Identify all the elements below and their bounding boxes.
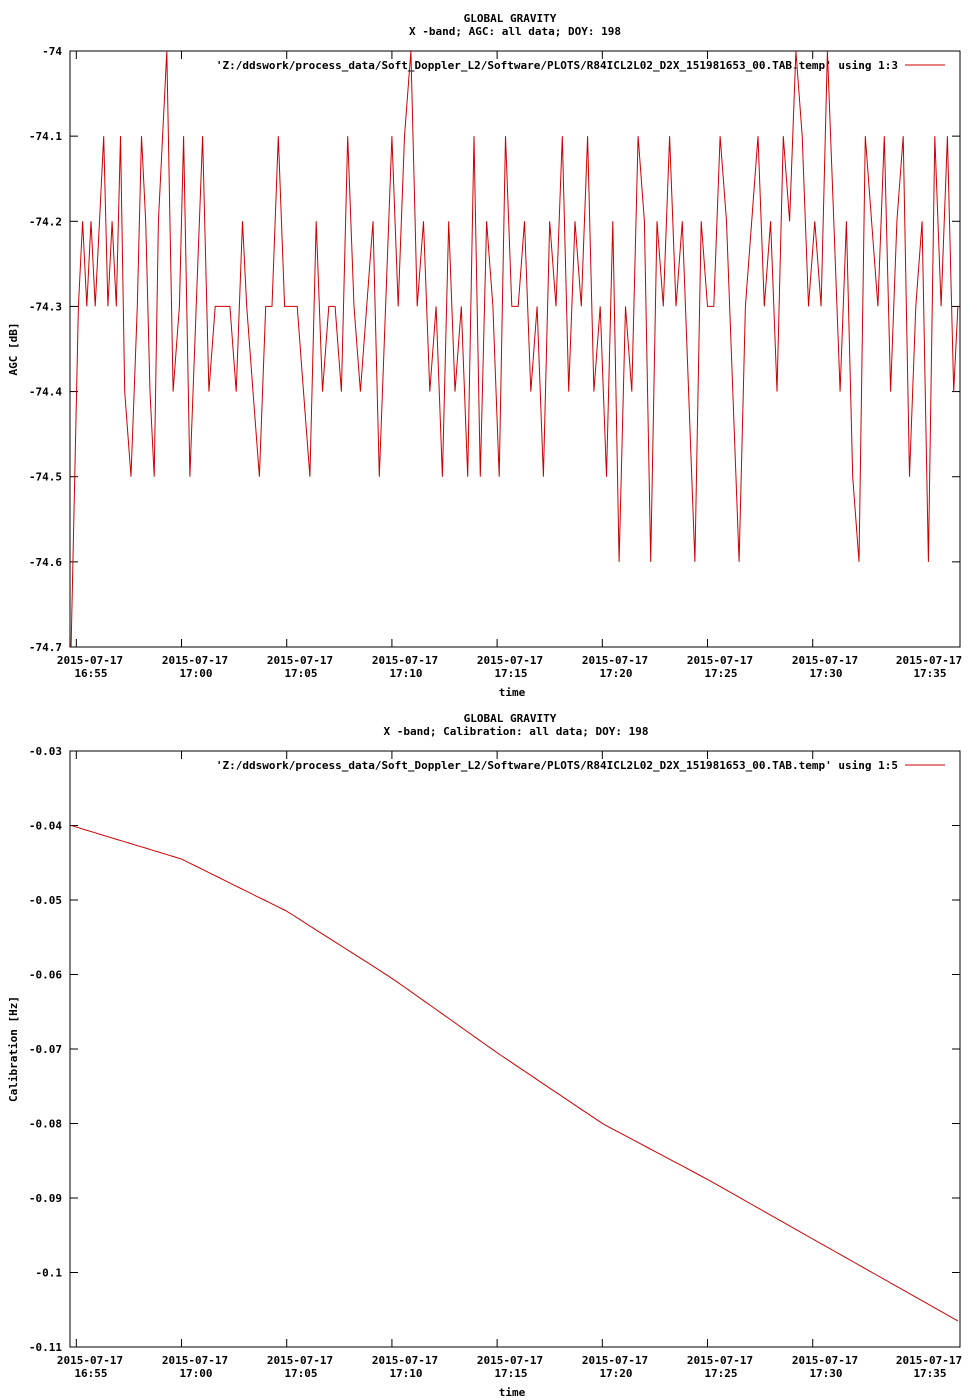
x-tick-date: 2015-07-17 xyxy=(791,654,859,667)
x-tick-label: 17:35 xyxy=(913,1367,947,1380)
x-tick-label: 17:30 xyxy=(809,1367,843,1380)
y-tick-label: -0.05 xyxy=(28,894,62,907)
chart-title: GLOBAL GRAVITY xyxy=(463,712,557,725)
x-ticks xyxy=(57,51,962,680)
x-tick-date: 2015-07-17 xyxy=(686,654,754,667)
x-tick-label: 17:15 xyxy=(494,1367,528,1380)
y-tick-label: -0.09 xyxy=(28,1192,62,1205)
y-tick-label: -74.4 xyxy=(28,385,62,399)
x-tick-date: 2015-07-17 xyxy=(56,654,124,667)
y-tick-label: -0.03 xyxy=(28,745,62,758)
x-tick-date: 2015-07-17 xyxy=(476,1354,544,1367)
calibration-series-line xyxy=(71,826,958,1321)
x-tick-label: 17:10 xyxy=(389,1367,423,1380)
x-tick-label: 17:20 xyxy=(599,1367,633,1380)
chart-title: GLOBAL GRAVITY xyxy=(463,12,557,25)
x-tick-date: 2015-07-17 xyxy=(581,654,649,667)
x-tick-label: 17:10 xyxy=(389,667,423,680)
x-axis-label: time xyxy=(498,686,526,699)
y-ticks xyxy=(29,745,960,1354)
chart-subtitle: X -band; AGC: all data; DOY: 198 xyxy=(409,25,621,38)
y-tick-label: -74.2 xyxy=(28,215,62,229)
x-tick-label: 17:25 xyxy=(704,1367,738,1380)
x-tick-date: 2015-07-17 xyxy=(581,1354,649,1367)
y-tick-label: -0.06 xyxy=(28,968,62,982)
legend-label: 'Z:/ddswork/process_data/Soft_Doppler_L2/Software/PLOTS/R84ICL2L02_D2X_151981653_00.TAB.temp' using 1:5 xyxy=(215,759,898,772)
x-tick-label: 16:55 xyxy=(74,1367,108,1380)
y-tick-label: -74.3 xyxy=(28,300,62,314)
x-tick-date: 2015-07-17 xyxy=(371,1354,439,1367)
y-tick-label: -0.11 xyxy=(28,1341,62,1354)
x-tick-label: 17:25 xyxy=(704,667,738,680)
y-axis-label: AGC [dB] xyxy=(7,322,20,376)
x-ticks xyxy=(57,751,962,1380)
x-axis-label: time xyxy=(498,1386,526,1399)
y-tick-label: -74.5 xyxy=(28,470,62,484)
x-tick-label: 17:00 xyxy=(179,1367,213,1380)
y-tick-label: -0.08 xyxy=(28,1117,62,1131)
y-tick-label: -0.04 xyxy=(28,819,62,833)
x-tick-label: 17:15 xyxy=(494,667,528,680)
x-tick-date: 2015-07-17 xyxy=(476,654,544,667)
agc-series-line xyxy=(71,51,958,647)
x-tick-label: 17:05 xyxy=(284,1367,318,1380)
y-tick-label: -74.7 xyxy=(28,641,62,654)
x-tick-date: 2015-07-17 xyxy=(56,1354,124,1367)
plot-frame xyxy=(70,51,960,647)
x-tick-date: 2015-07-17 xyxy=(266,654,334,667)
x-tick-date: 2015-07-17 xyxy=(161,654,229,667)
y-tick-label: -74 xyxy=(42,45,62,58)
x-tick-date: 2015-07-17 xyxy=(895,1354,963,1367)
y-tick-label: -74.1 xyxy=(28,130,62,144)
x-tick-label: 17:30 xyxy=(809,667,843,680)
x-tick-label: 17:20 xyxy=(599,667,633,680)
x-tick-label: 17:35 xyxy=(913,667,947,680)
legend-label: 'Z:/ddswork/process_data/Soft_Doppler_L2/Software/PLOTS/R84ICL2L02_D2X_151981653_00.TAB.temp' using 1:3 xyxy=(215,59,898,72)
x-tick-date: 2015-07-17 xyxy=(161,1354,229,1367)
y-tick-label: -0.1 xyxy=(35,1266,62,1280)
chart-subtitle: X -band; Calibration: all data; DOY: 198 xyxy=(383,725,649,738)
x-tick-date: 2015-07-17 xyxy=(371,654,439,667)
y-tick-label: -0.07 xyxy=(28,1043,62,1056)
y-tick-label: -74.6 xyxy=(28,555,62,569)
x-tick-label: 17:00 xyxy=(179,667,213,680)
x-tick-label: 17:05 xyxy=(284,667,318,680)
x-tick-date: 2015-07-17 xyxy=(686,1354,754,1367)
x-tick-date: 2015-07-17 xyxy=(791,1354,859,1367)
calibration-chart xyxy=(0,700,980,1400)
plot-frame xyxy=(70,751,960,1347)
x-tick-label: 16:55 xyxy=(74,667,108,680)
y-axis-label: Calibration [Hz] xyxy=(7,996,20,1102)
x-tick-date: 2015-07-17 xyxy=(895,654,963,667)
x-tick-date: 2015-07-17 xyxy=(266,1354,334,1367)
